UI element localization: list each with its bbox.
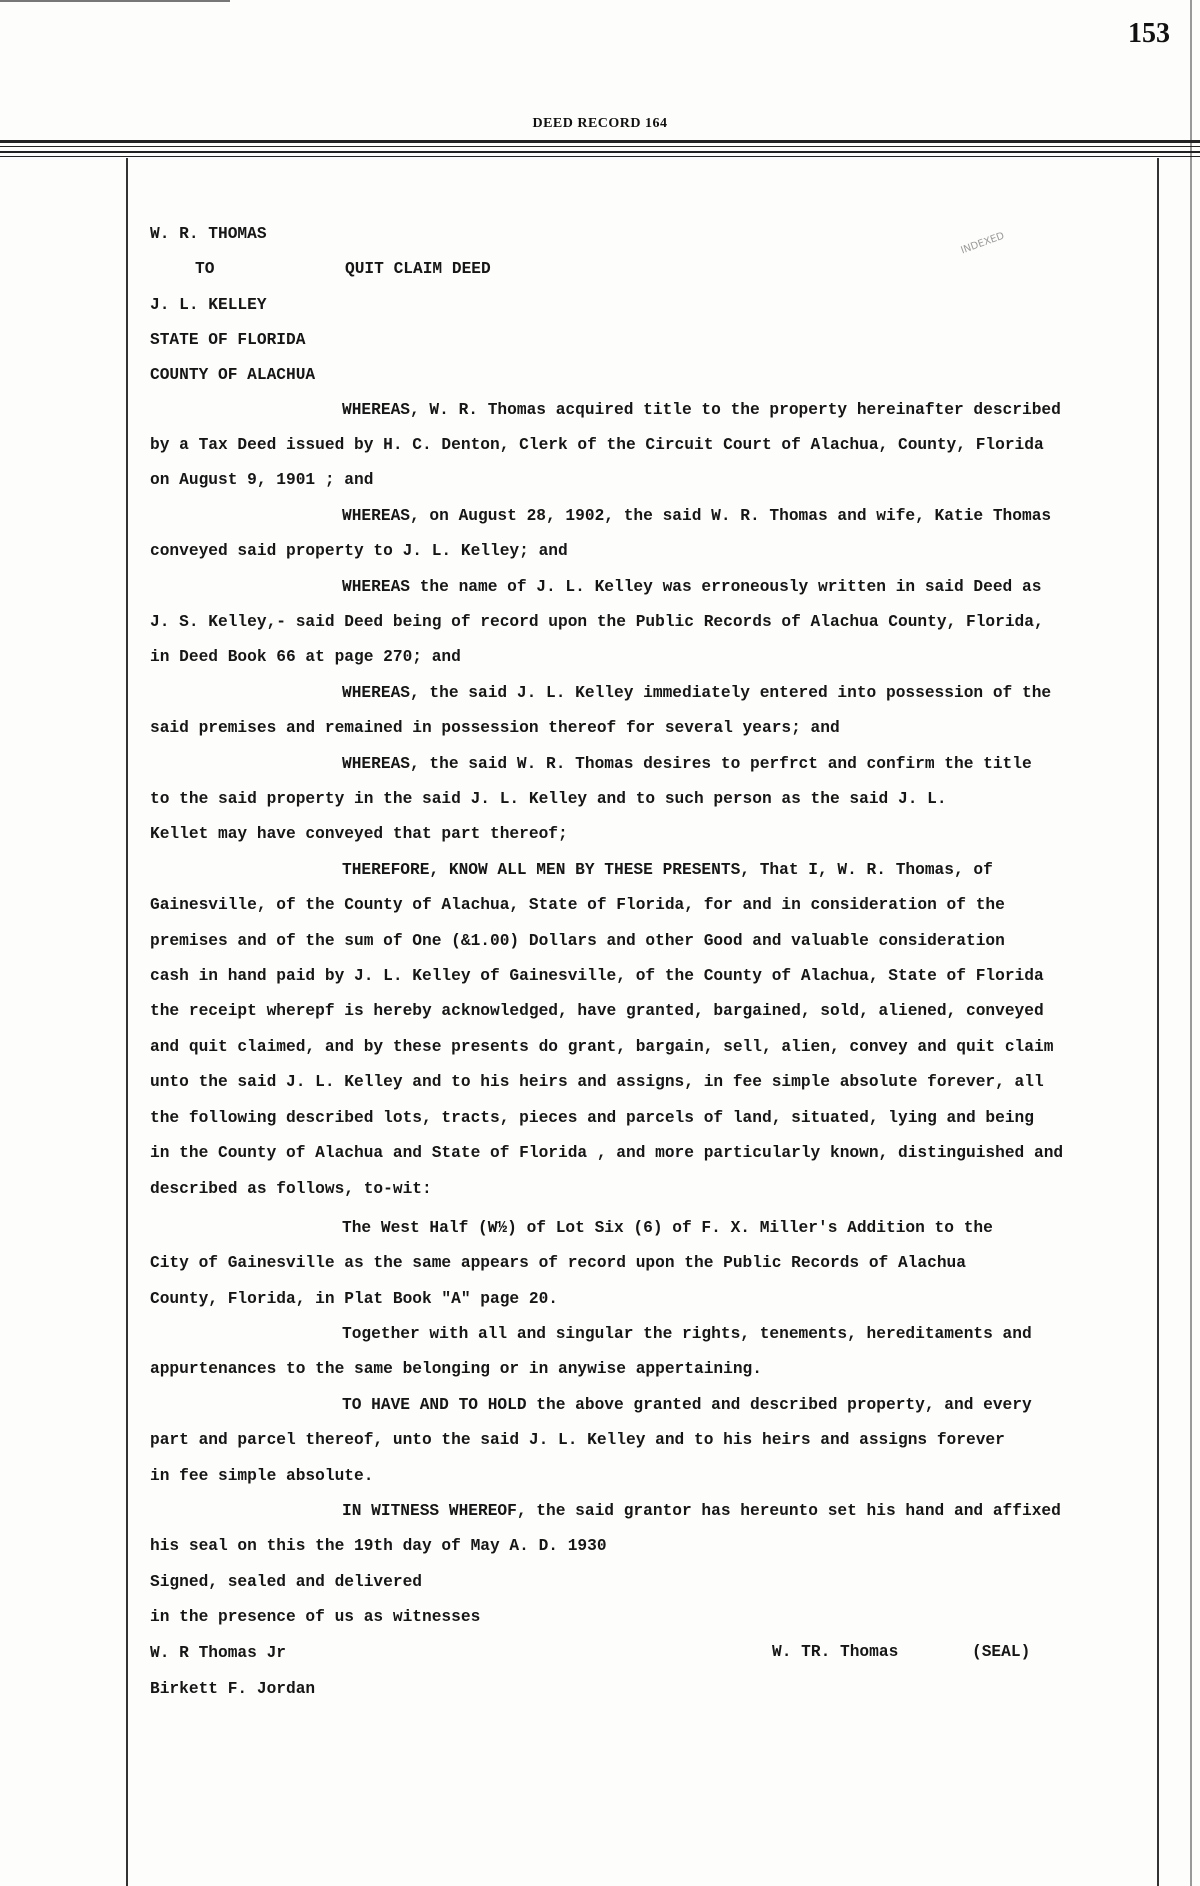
- body-line: in the presence of us as witnesses: [150, 1608, 481, 1626]
- body-line: unto the said J. L. Kelley and to his heirs and assigns, in fee simple absolute forever, all: [150, 1073, 1044, 1091]
- body-line: cash in hand paid by J. L. Kelley of Gainesville, of the County of Alachua, State of Florida: [150, 967, 1044, 985]
- grantor-signature: W. TR. Thomas: [772, 1643, 899, 1661]
- body-line: WHEREAS, on August 28, 1902, the said W. R. Thomas and wife, Katie Thomas: [342, 507, 1052, 525]
- body-line: appurtenances to the same belonging or in anywise appertaining.: [150, 1360, 762, 1378]
- witness-1: W. R Thomas Jr: [150, 1644, 286, 1662]
- grantor-name: W. R. THOMAS: [150, 225, 267, 243]
- state-line: STATE OF FLORIDA: [150, 331, 306, 349]
- body-line: in fee simple absolute.: [150, 1467, 374, 1485]
- body-line: Together with all and singular the rights, tenements, hereditaments and: [342, 1325, 1032, 1343]
- body-line: to the said property in the said J. L. Kelley and to such person as the said J. L.: [150, 790, 947, 808]
- property-description-line: City of Gainesville as the same appears of record upon the Public Records of Alachua: [150, 1254, 966, 1272]
- left-margin-line: [126, 158, 128, 1886]
- body-line: THEREFORE, KNOW ALL MEN BY THESE PRESENTS, That I, W. R. Thomas, of: [342, 861, 993, 879]
- body-line: premises and of the sum of One (&1.00) Dollars and other Good and valuable consideration: [150, 932, 1005, 950]
- body-line: on August 9, 1901 ; and: [150, 471, 374, 489]
- body-line: J. S. Kelley,- said Deed being of record upon the Public Records of Alachua County, Florida,: [150, 613, 1044, 631]
- to-label: TO: [195, 260, 215, 278]
- body-line: TO HAVE AND TO HOLD the above granted and described property, and every: [342, 1396, 1032, 1414]
- body-line: by a Tax Deed issued by H. C. Denton, Clerk of the Circuit Court of Alachua, County, Florida: [150, 436, 1044, 454]
- body-line: WHEREAS, the said W. R. Thomas desires to perfrct and confirm the title: [342, 755, 1032, 773]
- right-margin-line: [1157, 158, 1159, 1886]
- indexed-stamp: INDEXED: [959, 230, 1006, 257]
- property-description-line: The West Half (W½) of Lot Six (6) of F. X. Miller's Addition to the: [342, 1219, 993, 1237]
- body-line: the following described lots, tracts, pieces and parcels of land, situated, lying and being: [150, 1109, 1034, 1127]
- body-line: his seal on this the 19th day of May A. D. 1930: [150, 1537, 607, 1555]
- body-line: in Deed Book 66 at page 270; and: [150, 648, 461, 666]
- body-line: WHEREAS, W. R. Thomas acquired title to the property hereinafter described: [342, 401, 1061, 419]
- record-header: DEED RECORD 164: [532, 116, 668, 131]
- body-line: part and parcel thereof, unto the said J. L. Kelley and to his heirs and assigns forever: [150, 1431, 1005, 1449]
- grantee-name: J. L. KELLEY: [150, 296, 267, 314]
- deed-type: QUIT CLAIM DEED: [345, 260, 491, 278]
- body-line: IN WITNESS WHEREOF, the said grantor has hereunto set his hand and affixed: [342, 1502, 1061, 1520]
- body-line: WHEREAS, the said J. L. Kelley immediately entered into possession of the: [342, 684, 1052, 702]
- page-edge-mark: [0, 0, 230, 2]
- body-line: described as follows, to-wit:: [150, 1180, 432, 1198]
- body-line: said premises and remained in possession thereof for several years; and: [150, 719, 840, 737]
- body-line: WHEREAS the name of J. L. Kelley was erroneously written in said Deed as: [342, 578, 1042, 596]
- page-number: 153: [1128, 18, 1170, 49]
- header-rule: [0, 156, 1200, 157]
- header-rule: [0, 146, 1200, 147]
- witness-2: Birkett F. Jordan: [150, 1680, 316, 1698]
- body-line: Gainesville, of the County of Alachua, State of Florida, for and in consideration of the: [150, 896, 1005, 914]
- property-description-line: County, Florida, in Plat Book "A" page 20.: [150, 1290, 558, 1308]
- page-edge-line: [1190, 0, 1192, 1886]
- body-line: conveyed said property to J. L. Kelley; and: [150, 542, 568, 560]
- body-line: and quit claimed, and by these presents do grant, bargain, sell, alien, convey and quit claim: [150, 1038, 1054, 1056]
- header-rule: [0, 140, 1200, 143]
- seal-mark: (SEAL): [972, 1643, 1031, 1661]
- body-line: in the County of Alachua and State of Florida , and more particularly known, distinguished and: [150, 1144, 1064, 1162]
- county-line: COUNTY OF ALACHUA: [150, 366, 316, 384]
- body-line: Signed, sealed and delivered: [150, 1573, 422, 1591]
- body-line: Kellet may have conveyed that part thereof;: [150, 825, 568, 843]
- body-line: the receipt wherepf is hereby acknowledged, have granted, bargained, sold, aliened, conveyed: [150, 1002, 1044, 1020]
- header-rule: [0, 151, 1200, 153]
